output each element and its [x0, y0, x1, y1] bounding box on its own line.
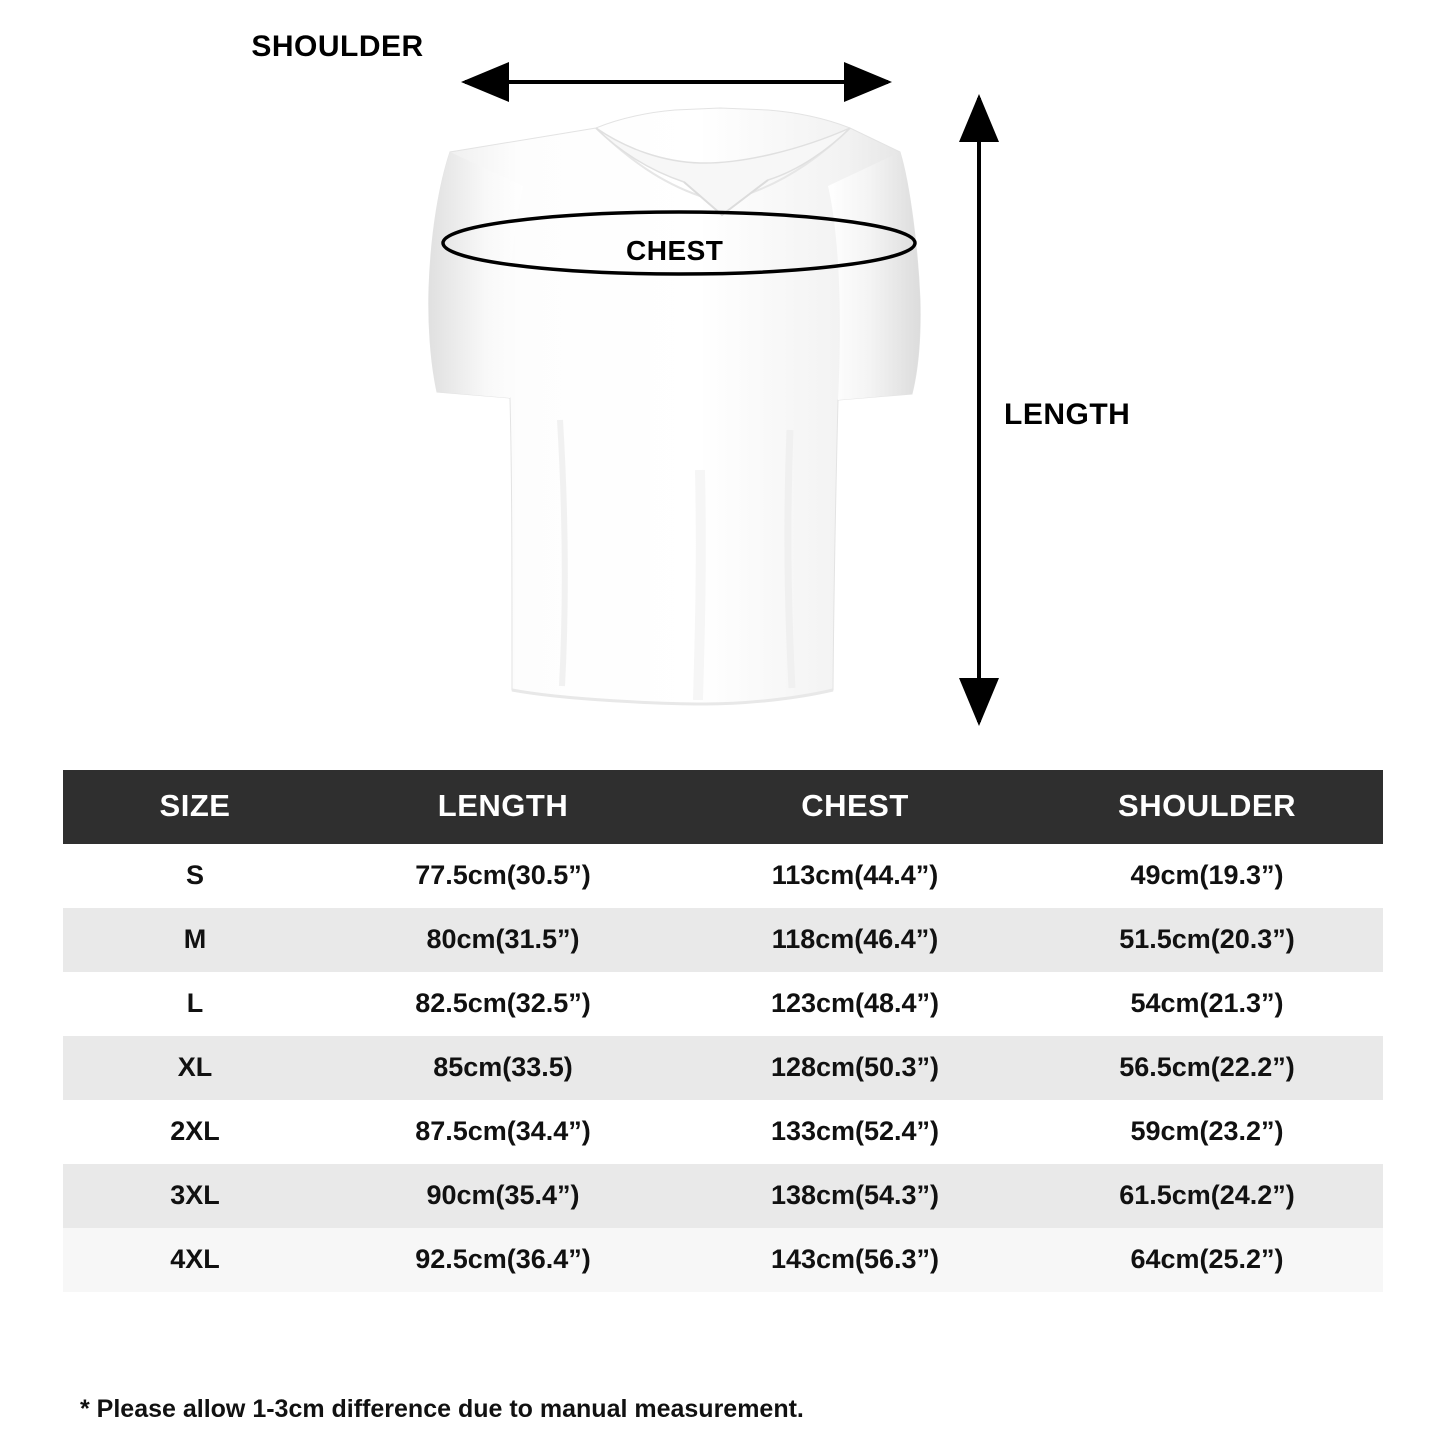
- table-header: [63, 770, 1383, 844]
- header-length: LENGTH: [327, 770, 679, 844]
- cell-size: S: [185, 860, 204, 890]
- cell-length: 80cm(31.5”): [426, 924, 580, 954]
- cell-length: 92.5cm(36.4”): [415, 1244, 591, 1274]
- cell-chest: 128cm(50.3”): [770, 1052, 940, 1082]
- table-body: [63, 844, 1383, 1292]
- table-row: [63, 1228, 1383, 1292]
- cell-size: XL: [177, 1052, 213, 1082]
- table-row: [63, 844, 1383, 908]
- cell-shoulder: 61.5cm(24.2”): [1119, 1180, 1295, 1210]
- table-header-row: [63, 770, 1383, 844]
- cell-size: L: [186, 988, 204, 1018]
- length-label: LENGTH: [1004, 398, 1131, 431]
- cell-size: 4XL: [170, 1244, 220, 1274]
- header-size: SIZE: [63, 770, 327, 844]
- shoulder-label: [0, 30, 1445, 64]
- table-row: [63, 908, 1383, 972]
- table-row: [63, 1164, 1383, 1228]
- cell-shoulder: 54cm(21.3”): [1130, 988, 1284, 1018]
- cell-length: 77.5cm(30.5”): [415, 860, 591, 890]
- cell-chest: 113cm(44.4”): [771, 860, 939, 890]
- cell-shoulder: 51.5cm(20.3”): [1119, 924, 1295, 954]
- cell-length: 90cm(35.4”): [426, 1180, 580, 1210]
- cell-chest: 118cm(46.4”): [771, 924, 939, 954]
- cell-chest: 133cm(52.4”): [770, 1116, 940, 1146]
- table-row: [63, 1036, 1383, 1100]
- cell-shoulder: 64cm(25.2”): [1130, 1244, 1284, 1274]
- header-chest: CHEST: [679, 770, 1031, 844]
- header-shoulder: SHOULDER: [1031, 770, 1383, 844]
- cell-chest: 123cm(48.4”): [770, 988, 940, 1018]
- shoulder-label-text: SHOULDER: [251, 30, 424, 63]
- cell-length: 87.5cm(34.4”): [415, 1116, 591, 1146]
- chest-label: CHEST: [626, 235, 724, 266]
- cell-chest: 143cm(56.3”): [770, 1244, 940, 1274]
- measurement-footnote: * Please allow 1-3cm difference due to manual measurement.: [80, 1395, 804, 1423]
- cell-shoulder: 49cm(19.3”): [1130, 860, 1284, 890]
- table-row: [63, 1100, 1383, 1164]
- cell-size: 3XL: [170, 1180, 220, 1210]
- cell-shoulder: 56.5cm(22.2”): [1119, 1052, 1295, 1082]
- size-table-container: [63, 770, 1383, 1292]
- size-table: [63, 770, 1383, 1292]
- cell-size: M: [183, 924, 207, 954]
- cell-length: 85cm(33.5): [433, 1052, 573, 1082]
- cell-chest: 138cm(54.3”): [770, 1180, 940, 1210]
- cell-length: 82.5cm(32.5”): [415, 988, 591, 1018]
- table-row: [63, 972, 1383, 1036]
- cell-size: 2XL: [170, 1116, 220, 1146]
- cell-shoulder: 59cm(23.2”): [1130, 1116, 1284, 1146]
- tshirt-shape: [429, 108, 920, 704]
